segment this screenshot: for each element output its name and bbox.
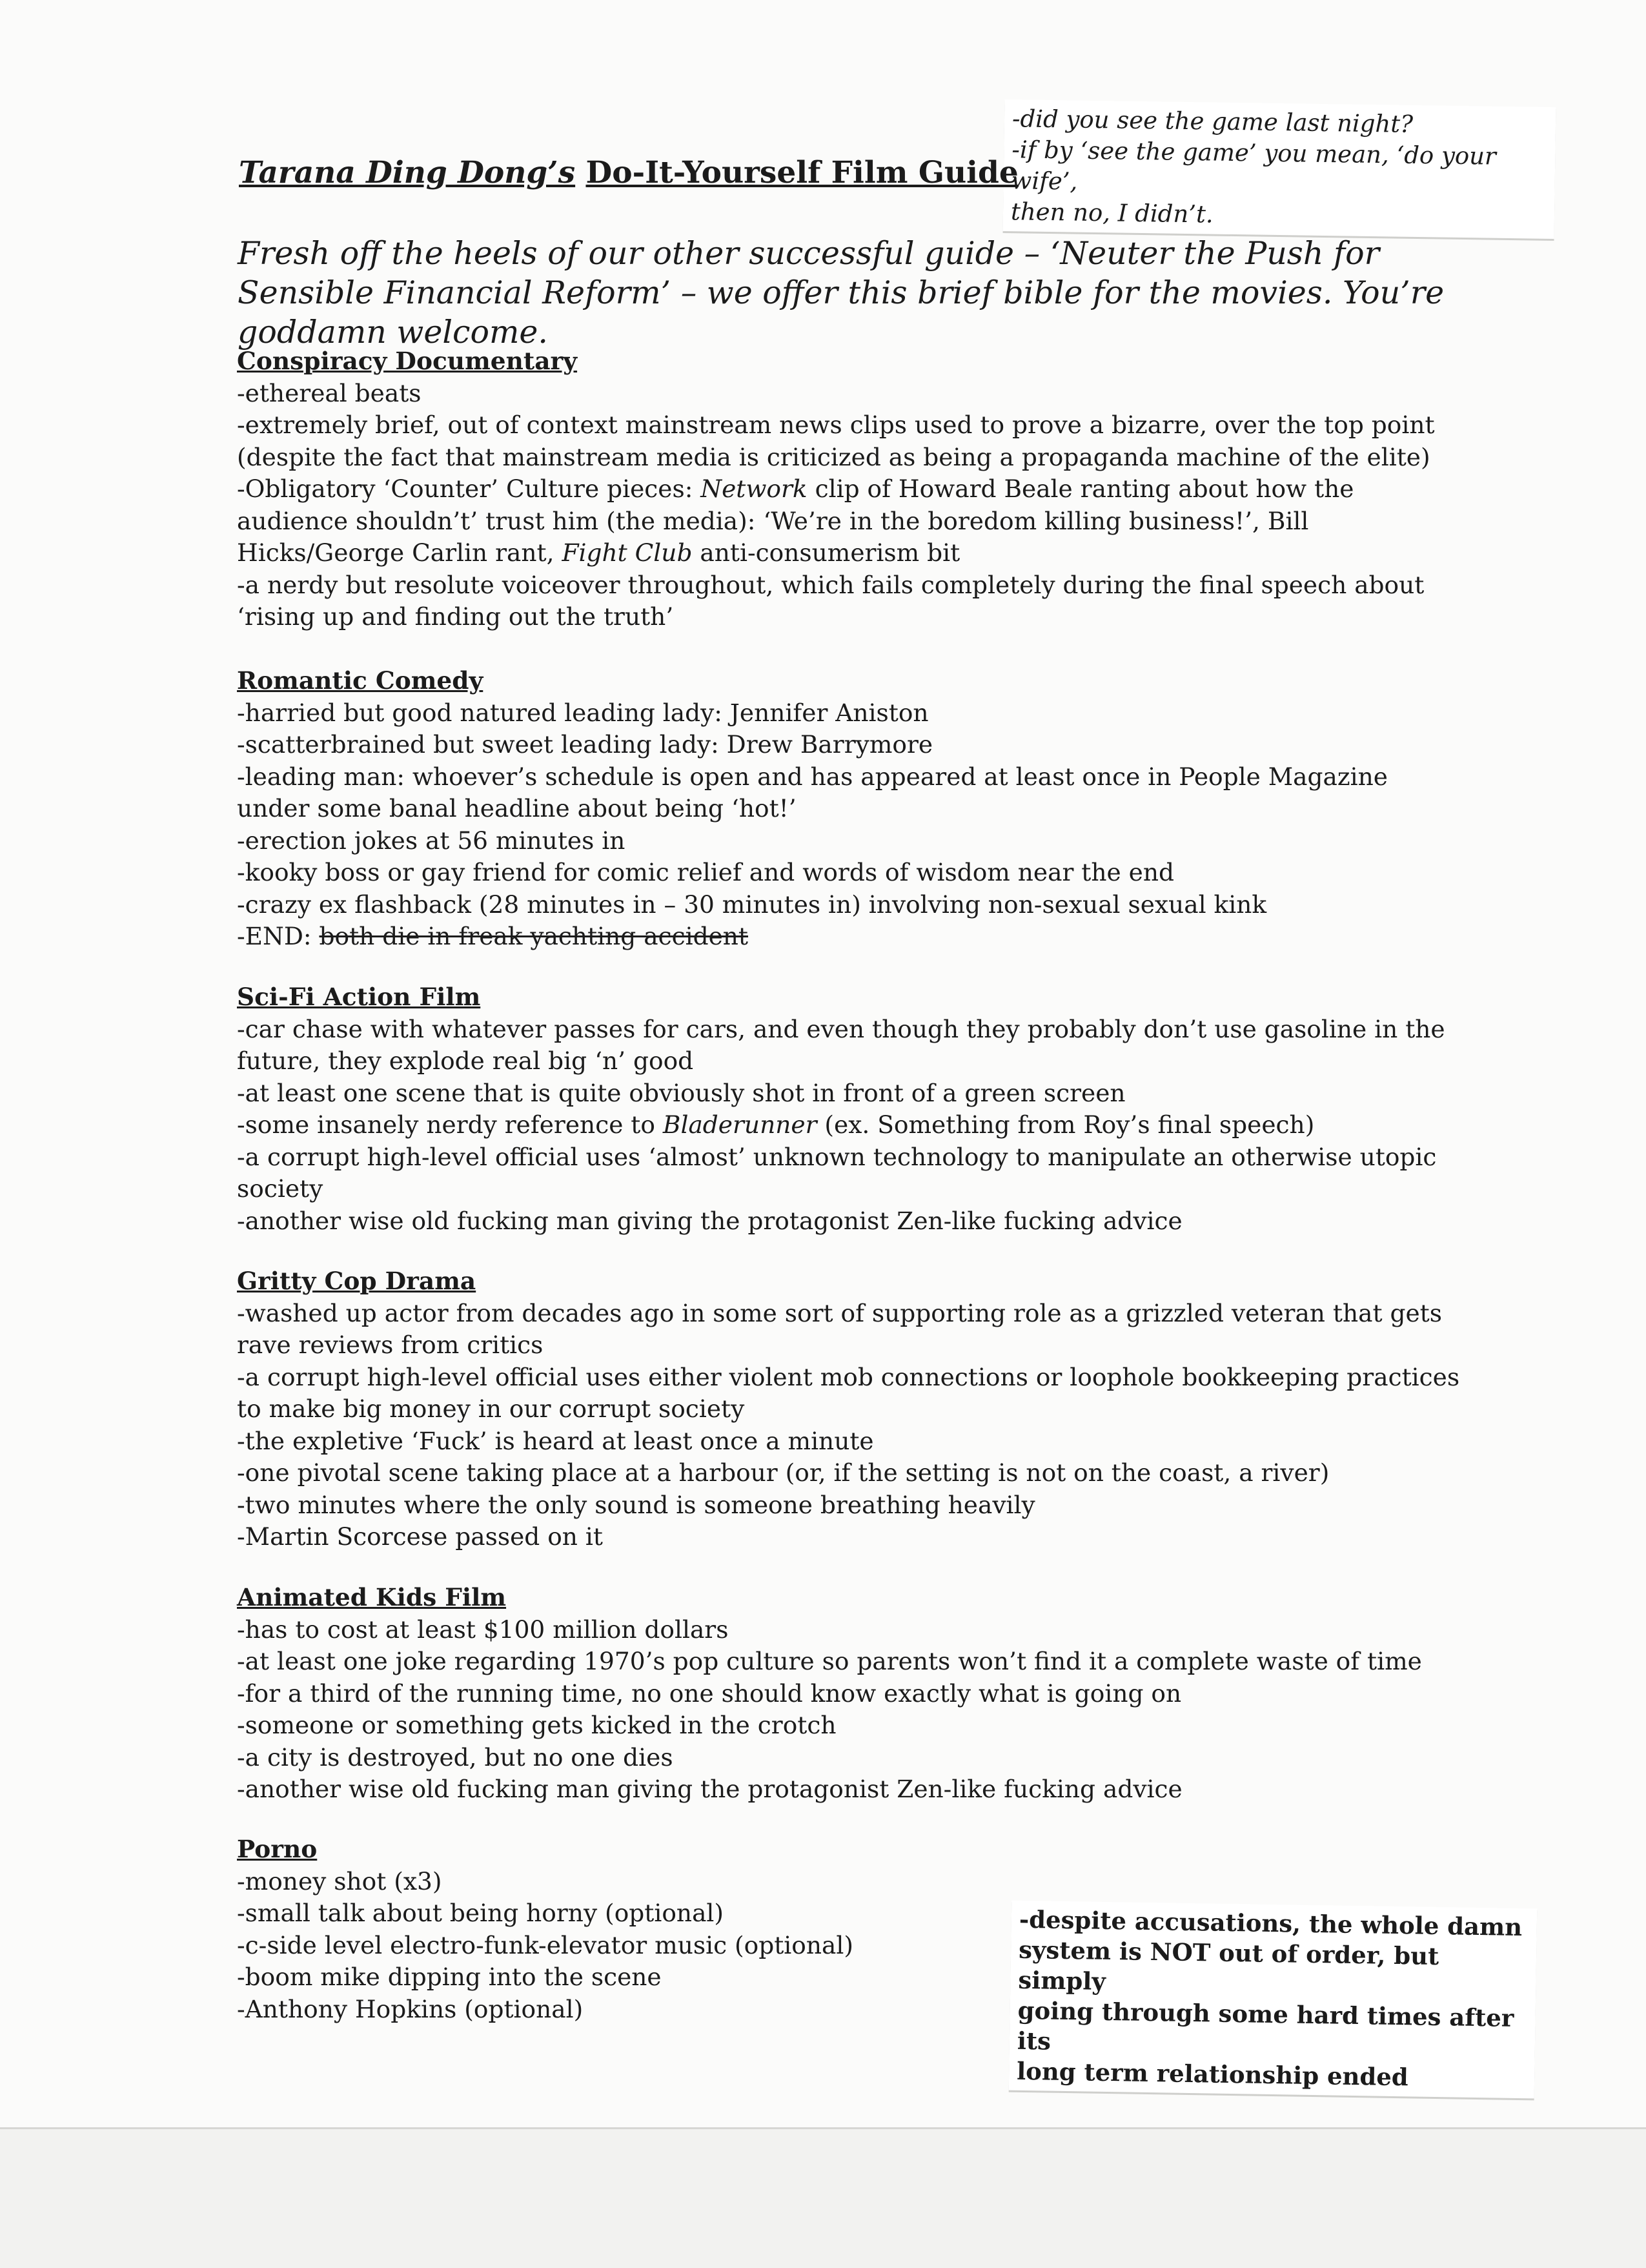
list-item: -another wise old fucking man giving the protagonist Zen-like fucking advice	[237, 1206, 1183, 1235]
list-item: -leading man: whoever’s schedule is open and has appeared at least once in People Magazine under some banal headline about being ‘hot!’	[237, 762, 1388, 822]
list-item: -Martin Scorcese passed on it	[237, 1522, 603, 1551]
clipping-line: -did you see the game last night?	[1011, 105, 1414, 138]
list-item: -Obligatory ‘Counter’ Culture pieces: Network clip of Howard Beale ranting about how the audience shouldn’t’ trust him (the media): ‘We’re in the boredom killing business!’, Bill Hicks/George Carlin rant, Fight Club anti-consumerism bit	[237, 475, 1354, 567]
film-title-bladerunner: Bladerunner	[662, 1110, 817, 1139]
intro-paragraph: Fresh off the heels of our other successful guide – ‘Neuter the Push for Sensible Financial Reform’ – we offer this brief bible for the movies. You’re goddamn welcome.	[238, 235, 1445, 351]
list-item: -a corrupt high-level official uses ‘almost’ unknown technology to manipulate an otherwise utopic society	[237, 1142, 1437, 1203]
list-item: -Anthony Hopkins (optional)	[237, 1994, 584, 2023]
list-item: -small talk about being horny (optional)	[237, 1899, 724, 1927]
list-item: -crazy ex flashback (28 minutes in – 30 minutes in) involving non-sexual sexual kink	[237, 890, 1267, 919]
list-item: -at least one scene that is quite obviously shot in front of a green screen	[237, 1078, 1126, 1107]
list-item: -extremely brief, out of context mainstream news clips used to prove a bizarre, over the top point (despite the fact that mainstream media is criticized as being a propaganda machine of the elite)	[237, 411, 1435, 471]
list-item: -for a third of the running time, no one should know exactly what is going on	[237, 1679, 1182, 1708]
list-item: -c-side level electro-funk-elevator music (optional)	[237, 1930, 853, 1959]
clipping-line: then no, I didn’t.	[1010, 198, 1214, 229]
section-heading: Porno	[237, 1835, 318, 1863]
title-author: Tarana Ding Dong’s	[239, 155, 576, 190]
struck-text: both die in freak yachting accident	[319, 922, 748, 950]
clipping-line: -despite accusations, the whole damn	[1019, 1905, 1523, 1942]
section-heading: Romantic Comedy	[237, 666, 483, 695]
pasted-clipping-top	[1003, 99, 1556, 239]
list-item: -another wise old fucking man giving the protagonist Zen-like fucking advice	[237, 1775, 1183, 1803]
section-heading: Animated Kids Film	[237, 1583, 507, 1611]
section-porno	[237, 1834, 979, 2025]
list-item: -harried but good natured leading lady: Jennifer Aniston	[237, 698, 929, 727]
clipping-line: going through some hard times after its	[1017, 1996, 1514, 2056]
section-heading: Gritty Cop Drama	[237, 1267, 476, 1295]
list-item: -boom mike dipping into the scene	[237, 1963, 662, 1991]
list-item: -one pivotal scene taking place at a harbour (or, if the setting is not on the coast, a river)	[237, 1458, 1330, 1487]
list-item: -some insanely nerdy reference to Bladerunner (ex. Something from Roy’s final speech)	[237, 1110, 1315, 1139]
list-item: -kooky boss or gay friend for comic relief and words of wisdom near the end	[237, 858, 1174, 886]
list-item: -money shot (x3)	[237, 1866, 442, 1895]
list-item: -ethereal beats	[237, 378, 422, 407]
film-title-network: Network	[700, 475, 808, 503]
list-item: -erection jokes at 56 minutes in	[237, 826, 625, 855]
section-heading: Sci-Fi Action Film	[237, 983, 481, 1011]
list-item: -END: both die in freak yachting accident	[237, 922, 748, 950]
scanner-margin	[0, 2127, 1646, 2268]
section-heading: Conspiracy Documentary	[237, 347, 578, 375]
clipping-line: -if by ‘see the game’ you mean, ‘do your wife’,	[1011, 136, 1497, 196]
list-item: -at least one joke regarding 1970’s pop culture so parents won’t find it a complete waste of time	[237, 1647, 1422, 1675]
list-item: -scatterbrained but sweet leading lady: Drew Barrymore	[237, 730, 933, 759]
list-item: -washed up actor from decades ago in some sort of supporting role as a grizzled veteran that gets rave reviews from critics	[237, 1298, 1442, 1359]
list-item: -a corrupt high-level official uses either violent mob connections or loophole bookkeeping practices to make big money in our corrupt society	[237, 1362, 1460, 1423]
list-item: -someone or something gets kicked in the crotch	[237, 1711, 837, 1739]
list-item: -a nerdy but resolute voiceover throughout, which fails completely during the final speech about ‘rising up and finding out the truth’	[237, 570, 1425, 631]
list-item: -the expletive ‘Fuck’ is heard at least once a minute	[237, 1426, 874, 1455]
list-item: -car chase with whatever passes for cars, and even though they probably don’t use gasoline in the future, they explode real big ‘n’ good	[237, 1014, 1445, 1075]
section-romantic-comedy	[237, 665, 1463, 953]
clipping-line: system is NOT out of order, but simply	[1018, 1935, 1439, 1996]
title-main: Do-It-Yourself Film Guide	[585, 155, 1019, 190]
section-animated-kids-film	[237, 1582, 1463, 1806]
clipping-line: long term relationship ended	[1016, 2056, 1409, 2092]
list-item: -has to cost at least $100 million dollars	[237, 1615, 729, 1644]
section-gritty-cop-drama	[237, 1265, 1463, 1553]
page-title	[239, 155, 1019, 190]
section-sci-fi-action-film	[237, 981, 1463, 1237]
list-item: -two minutes where the only sound is someone breathing heavily	[237, 1490, 1035, 1519]
list-item: -a city is destroyed, but no one dies	[237, 1742, 673, 1772]
film-title-fight-club: Fight Club	[562, 538, 693, 567]
pasted-clipping-bottom	[1009, 1901, 1538, 2099]
section-conspiracy-documentary	[237, 345, 1463, 633]
